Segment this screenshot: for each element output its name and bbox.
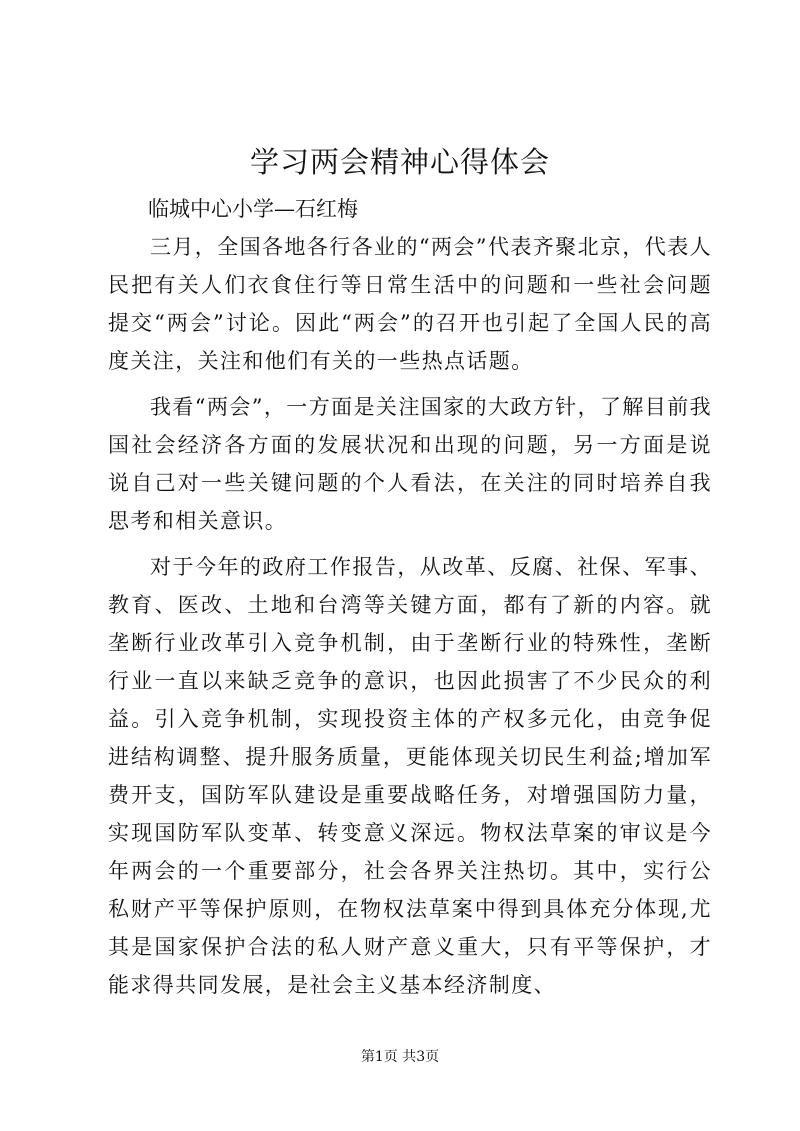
paragraph-3: 对于今年的政府工作报告，从改革、反腐、社保、军事、教育、医改、土地和台湾等关键方面，都有了新的内容。就垄断行业改革引入竞争机制，由于垄断行业的特殊性，垄断行业一直以来缺乏竞争的意识，也因此损害了不少民众的利益。引入竞争机制，实现投资主体的产权多元化，由竞争促进结构调整、提升服务质量，更能体现关切民生利益;增加军费开支，国防军队建设是重要战略任务，对增强国防力量，实现国防军队变革、转变意义深远。物权法草案的审议是今年两会的一个重要部分，社会各界关注热切。其中，实行公私财产平等保护原则，在物权法草案中得到具体充分体现,尤其是国家保护合法的私人财产意义重大，只有平等保护，才能求得共同发展，是社会主义基本经济制度、	[108, 555, 712, 997]
paragraph-2: 我看“两会”，一方面是关注国家的大政方针，了解目前我国社会经济各方面的发展状况和出现的问题，另一方面是说说自己对一些关键问题的个人看法，在关注的同时培养自我思考和相关意识。	[108, 395, 712, 533]
document-body	[108, 228, 712, 1012]
document-title: 学习两会精神心得体会	[249, 145, 550, 179]
page-footer: 第1页 共3页	[360, 1049, 440, 1065]
author-line: 临城中心小学—石红梅	[148, 197, 358, 221]
paragraph-1: 三月，全国各地各行各业的“两会”代表齐聚北京，代表人民把有关人们衣食住行等日常生活中的问题和一些社会问题提交“两会”讨论。因此“两会”的召开也引起了全国人民的高度关注，关注和他们有关的一些热点话题。	[108, 235, 712, 373]
